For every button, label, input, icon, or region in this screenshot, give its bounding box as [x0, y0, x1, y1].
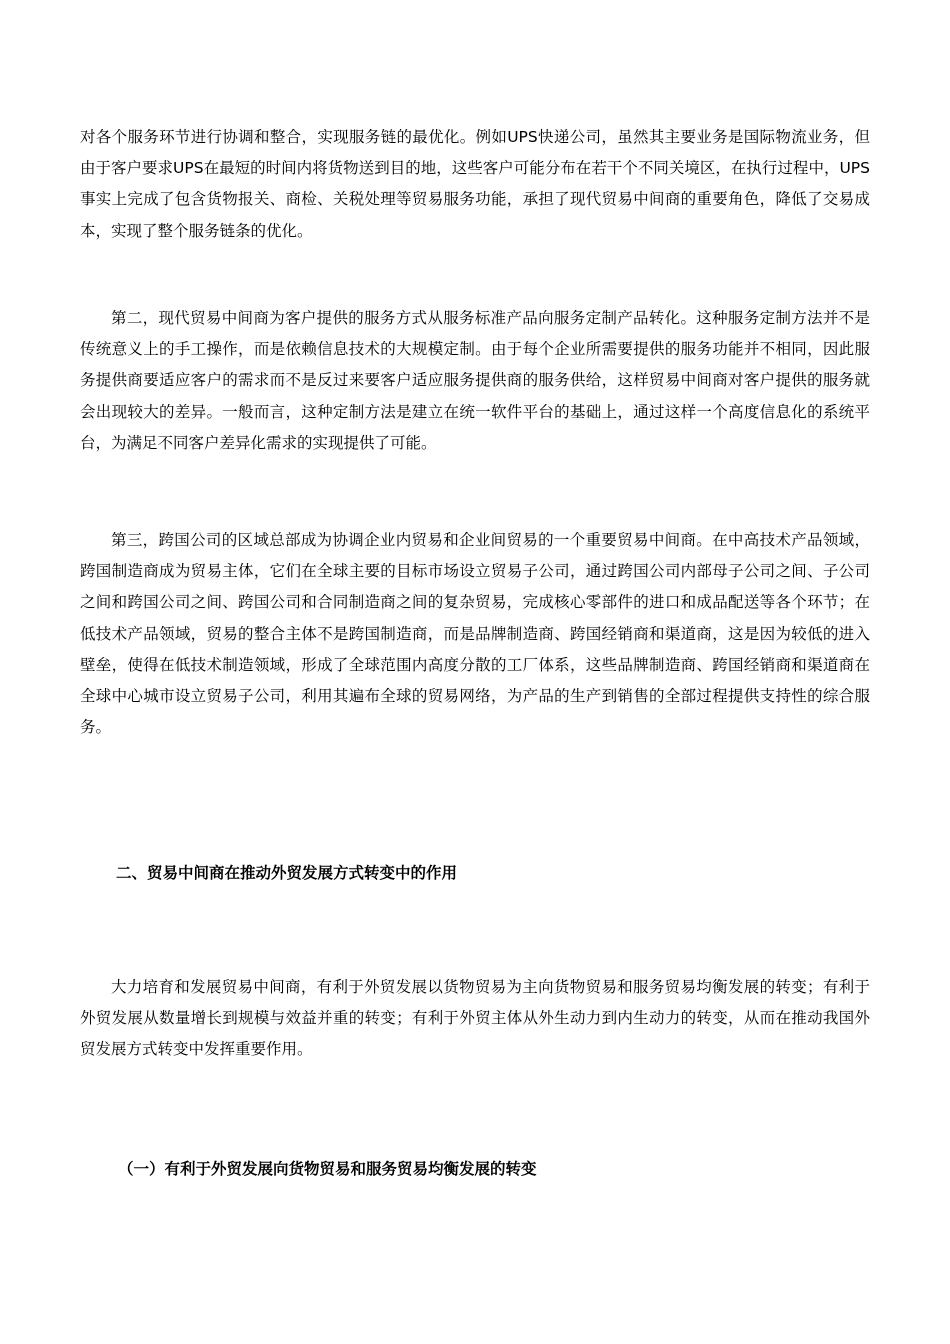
paragraph-second-point: 第二，现代贸易中间商为客户提供的服务方式从服务标准产品向服务定制产品转化。这种服务定制方法并不是传统意义上的手工操作，而是依赖信息技术的大规模定制。由于每个企业所需要提供的服务功能并不相同，因此服务提供商要适应客户的需求而不是反过来要客户适应服务提供商的服务供给，这样贸易中间商对客户提供的服务就会出现较大的差异。一般而言，这种定制方法是建立在统一软件平台的基础上，通过这样一个高度信息化的系统平台，为满足不同客户差异化需求的实现提供了可能。: [80, 309, 870, 452]
paragraph-service-chain: 对各个服务环节进行协调和整合，实现服务链的最优化。例如UPS快递公司，虽然其主要业务是国际物流业务，但由于客户要求UPS在最短的时间内将货物送到目的地，这些客户可能分布在若干个不同关境区，在执行过程中，UPS事实上完成了包含货物报关、商检、关税处理等贸易服务功能，承担了现代贸易中间商的重要角色，降低了交易成本，实现了整个服务链条的优化。: [80, 128, 870, 240]
section-heading: 二、贸易中间商在推动外贸发展方式转变中的作用: [116, 864, 458, 882]
paragraph-section-intro: 大力培育和发展贸易中间商，有利于外贸发展以货物贸易为主向货物贸易和服务贸易均衡发展的转变；有利于外贸发展从数量增长到规模与效益并重的转变；有利于外贸主体从外生动力到内生动力的转变，从而在推动我国外贸发展方式转变中发挥重要作用。: [80, 978, 870, 1059]
subsection-heading: （一）有利于外贸发展向货物贸易和服务贸易均衡发展的转变: [118, 1160, 537, 1178]
paragraph-third-point: 第三，跨国公司的区域总部成为协调企业内贸易和企业间贸易的一个重要贸易中间商。在中高技术产品领域，跨国制造商成为贸易主体，它们在全球主要的目标市场设立贸易子公司，通过跨国公司内部母子公司之间、子公司之间和跨国公司之间、跨国公司和合同制造商之间的复杂贸易，完成核心零部件的进口和成品配送等各个环节；在低技术产品领域，贸易的整合主体不是跨国制造商，而是品牌制造商、跨国经销商和渠道商，这是因为较低的进入壁垒，使得在低技术制造领域，形成了全球范围内高度分散的工厂体系，这些品牌制造商、跨国经销商和渠道商在全球中心城市设立贸易子公司，利用其遍布全球的贸易网络，为产品的生产到销售的全部过程提供支持性的综合服务。: [80, 531, 870, 737]
